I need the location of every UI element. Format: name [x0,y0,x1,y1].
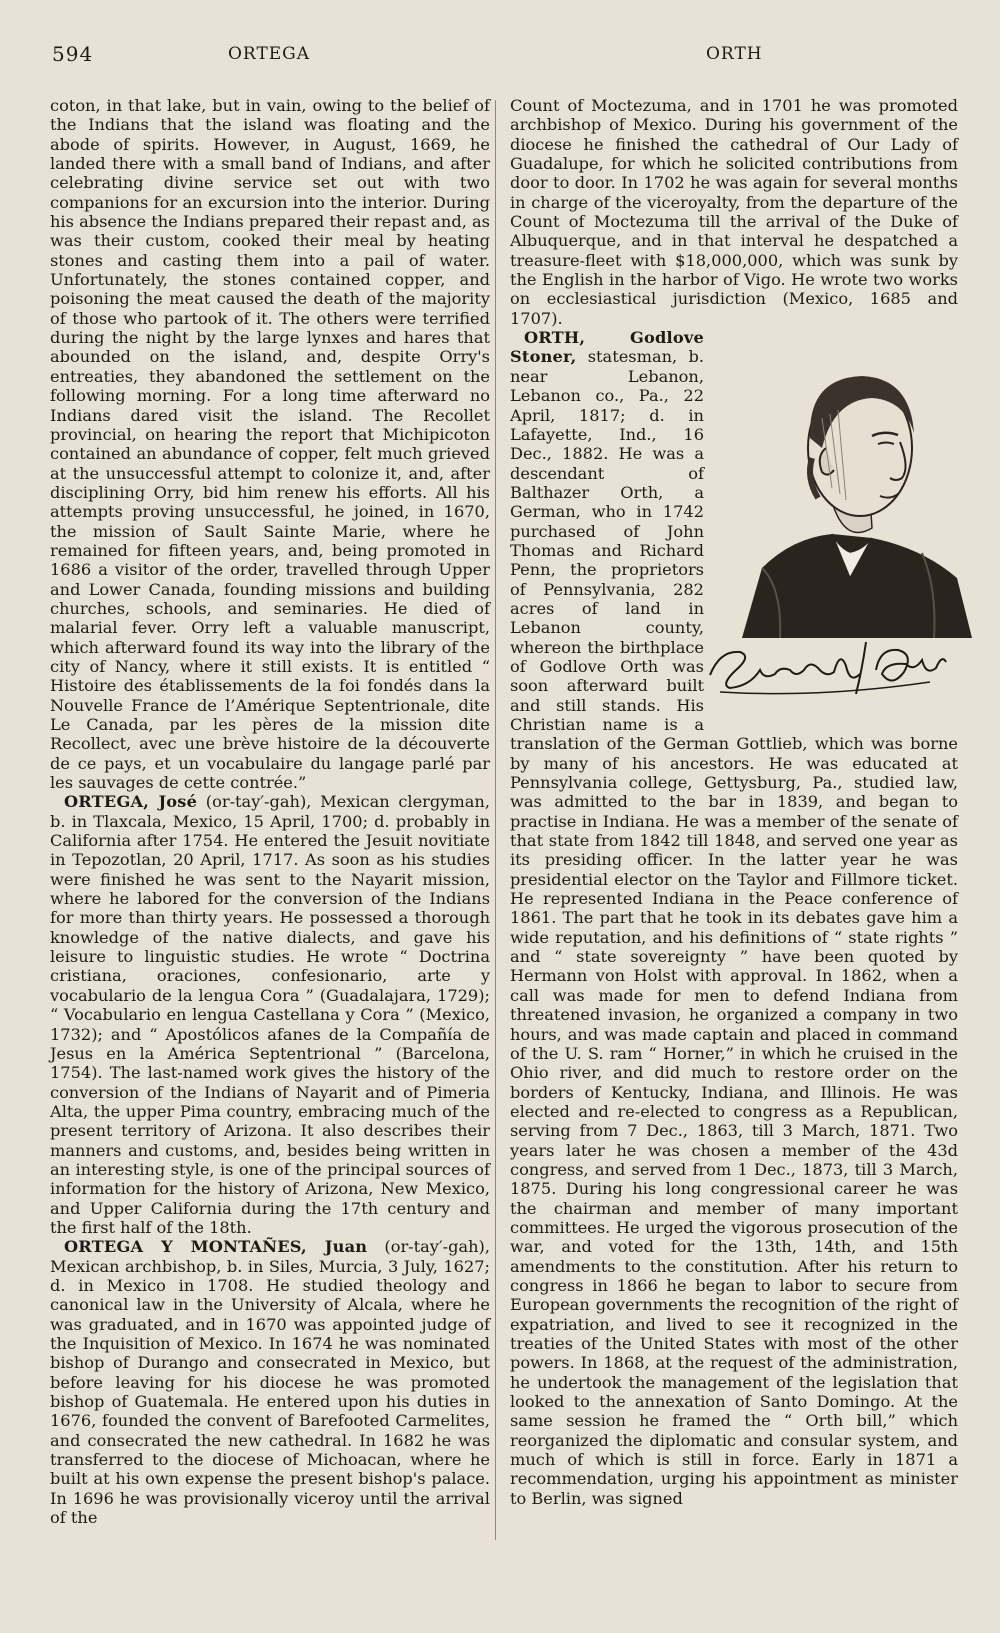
left-column [50,96,490,1527]
column-divider [495,100,496,1540]
engraved-portrait-icon [722,338,972,638]
orry-entry-continued: coton, in that lake, but in vain, owing to the belief of the Indians that the island was floating and the abode of spirits. However, in August, 1669, he landed there with a small band of Indians, and after celebrating divine service set out with two companions for an excursion into the interior. During his absence the Indians prepared their repast and, as was their custom, cooked their meal by heating stones and casting them into a pail of water. Unfortunately, the stones contained copper, and poisoning the meat caused the death of the majority of those who partook of it. The others were terrified during the night by the large lynxes and hares that abounded on the island, and, despite Orry's entreaties, they abandoned the settlement on the following morning. For a long time afterward no Indians dared visit the island. The Recollet provincial, on hearing the report that Michipicoton contained an abundance of copper, felt much grieved at the unsuccessful attempt to colonize it, and, after disciplining Orry, bid him renew his efforts. All his attempts proving unsuccessful, he joined, in 1670, the mission of Sault Sainte Marie, where he remained for fifteen years, and, being promoted in 1686 a visitor of the order, travelled through Upper and Lower Canada, founding missions and building churches, schools, and seminaries. He died of malarial fever. Orry left a valuable manuscript, which afterward found its way into the library of the city of Nancy, where it still exists. It is entitled “ Histoire des établissements de la foi fondés dans la Nouvelle France de l’Amérique Septentrionale, dite Le Canada, par les pères de la mission dite Recollect, avec une brève histoire de la découverte de ce pays, et un vocabulaire du langage parlé par les sauvages de cette contrée.” [50,96,490,793]
orth-entry: ORTH, Godlove Stoner, statesman, b. near Lebanon, Lebanon co., Pa., 22 April, 1817; d. in Lafayette, Ind., 16 Dec., 1882. He was a descendant of Balthazer Orth, a German, who in 1742 purchased of John Thomas and Richard Penn, the proprietors of Pennsylvania, 282 acres of land in Lebanon county, whereon the birthplace of Godlove Orth was soon afterward built and still stands. His Christian name is a translation of the German Gottlieb, which was borne by many of his ancestors. He was educated at Pennsylvania college, Gettysburg, Pa., studied law, was admitted to the bar in 1839, and began to practise in Indiana. He was a member of the senate of that state from 1842 till 1848, and served one year as its presiding officer. In the latter year he was presidential elector on the Taylor and Fillmore ticket. He represented Indiana in the Peace conference of 1861. The part that he took in its debates gave him a wide reputation, and his definitions of “ state rights ” and “ state sovereignty ” have been quoted by Hermann von Holst with approval. In 1862, when a call was made for men to defend Indiana from threatened invasion, he organized a company in two hours, and was made captain and placed in command of the U. S. ram “ Horner,” in which he cruised in the Ohio river, and did much to restore order on the borders of Kentucky, Indiana, and Illinois. He was elected and re-elected to congress as a Republican, serving from 7 Dec., 1863, till 3 March, 1871. Two years later he was chosen a member of the 43d congress, and served from 1 Dec., 1873, till 3 March, 1875. During his long congressional career he was the chairman and member of many important committees. He urged the vigorous prosecution of the war, and voted for the 13th, 14th, and 15th amendments to the constitution. After his return to congress in 1866 he began to labor to secure from European governments the recognition of the right of expatriation, and lived to see it recognized in the treaties of the United States with most of the other powers. In 1868, at the request of the administration, he undertook the management of the legislation that looked to the annexation of Santo Domingo. At the same session he framed the “ Orth bill,” which reorganized the diplomatic and consular system, and much of which is still in force. Early in 1871 a recommendation, urging his appointment as minister to Berlin, was signed [510,328,958,1508]
entry-heading: ORTH, Godlove Stoner, [510,328,704,367]
signature-icon [700,630,950,700]
left-running-head: ORTEGA [228,44,311,64]
ortega-montanes-entry: ORTEGA Y MONTAÑES, Juan (or-tay′-gah), Mexican archbishop, b. in Siles, Murcia, 3 July, 1627; d. in Mexico in 1708. He studied theology and canonical law in the University of Alcala, where he was graduated, and in 1670 was appointed judge of the Inquisition of Mexico. In 1674 he was nominated bishop of Durango and consecrated in Mexico, but before leaving for his diocese he was promoted bishop of Guatemala. He entered upon his duties in 1676, founded the convent of Barefooted Carmelites, and consecrated the new cathedral. In 1682 he was transferred to the diocese of Michoacan, where he built at his own expense the present bishop's palace. In 1696 he was provisionally viceroy until the arrival of the [50,1237,491,1528]
ortega-montanes-entry-continued: Count of Moctezuma, and in 1701 he was promoted archbishop of Mexico. During his government of the diocese he finished the cathedral of Our Lady of Guadalupe, for which he solicited contributions from door to door. In 1702 he was again for several months in charge of the viceroyalty, from the departure of the Count of Moctezuma till the arrival of the Duke of Albuquerque, and in that interval he despatched a treasure-fleet with $18,000,000, which was sunk by the English in the harbor of Vigo. He wrote two works on ecclesiastical jurisdiction (Mexico, 1685 and 1707). [510,96,958,328]
ortega-jose-entry: ORTEGA, José (or-tay′-gah), Mexican clergyman, b. in Tlaxcala, Mexico, 15 April, 1700; d. probably in California after 1754. He entered the Jesuit novitiate in Tepozotlan, 20 April, 1717. As soon as his studies were finished he was sent to the Nayarit mission, where he labored for the conversion of the Indians for more than thirty years. He possessed a thorough knowledge of the native dialects, and gave his leisure to linguistic studies. He wrote “ Doctrina cristiana, oraciones, confesionario, arte y vocabulario de la lengua Cora ” (Guadalajara, 1729); “ Vocabulario en lengua Castellana y Cora ” (Mexico, 1732); and “ Apostólicos afanes de la Compañía de Jesus en la América Septentrional ” (Barcelona, 1754). The last-named work gives the history of the conversion of the Indians of Nayarit and of Pimeria Alta, the upper Pima country, embracing much of the present territory of Arizona. It also describes their manners and customs, and, besides being written in an interesting style, is one of the principal sources of information for the history of Arizona, New Mexico, and Upper California during the 17th century and the first half of the 18th. [50,792,490,1237]
right-column [510,96,958,1508]
page-number: 594 [52,42,94,66]
portrait-figure [710,332,972,724]
entry-heading: ORTEGA Y MONTAÑES, Juan [64,1237,368,1257]
entry-heading: ORTEGA, José [64,792,198,812]
right-running-head: ORTH [706,44,763,64]
